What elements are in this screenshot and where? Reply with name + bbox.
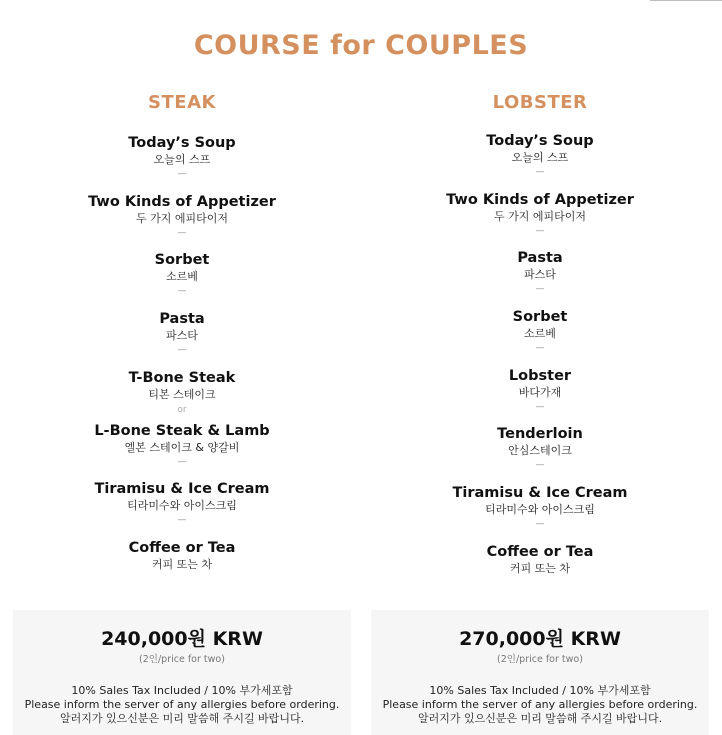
course-name: L-Bone Steak & Lamb xyxy=(94,422,270,439)
allergy-note: Please inform the server of any allergies before ordering. xyxy=(382,698,698,711)
course-item xyxy=(370,367,710,426)
course-separator: — xyxy=(535,167,545,177)
course-item xyxy=(370,249,710,308)
or-label: or xyxy=(177,404,187,415)
course-item xyxy=(12,310,352,369)
course-item xyxy=(12,480,352,539)
allergy-note-korean: 알러지가 있으신분은 미리 말씀해 주시길 바랍니다. xyxy=(417,712,663,725)
course-item xyxy=(370,308,710,367)
price-for-two: (2인/price for two) xyxy=(139,654,225,665)
course-name: Lobster xyxy=(508,367,572,384)
course-separator: — xyxy=(535,225,545,236)
course-separator: — xyxy=(535,460,545,471)
course-separator: — xyxy=(535,284,545,295)
course-separator: — xyxy=(177,227,187,238)
course-name: Two Kinds of Appetizer xyxy=(446,191,634,208)
course-item xyxy=(12,251,352,310)
course-name-korean: 소르베 xyxy=(524,327,556,341)
course-item xyxy=(370,484,710,543)
lobster-course-list xyxy=(370,132,710,602)
tax-note: 10% Sales Tax Included / 10% 부가세포함 xyxy=(429,684,651,697)
course-item xyxy=(370,543,710,602)
top-divider xyxy=(650,0,722,1)
course-name-korean: 안심스테이크 xyxy=(508,444,572,458)
course-name-korean: 파스타 xyxy=(524,268,556,282)
price-for-two: (2인/price for two) xyxy=(497,654,583,665)
allergy-note: Please inform the server of any allergies before ordering. xyxy=(24,698,340,711)
course-separator: — xyxy=(535,519,545,530)
course-name-korean: 두 가지 에피타이저 xyxy=(493,209,586,223)
steak-price-panel xyxy=(13,610,351,735)
course-name: Pasta xyxy=(159,311,205,328)
course-item xyxy=(12,539,352,598)
course-item xyxy=(12,422,352,481)
course-name-korean: 오늘의 스프 xyxy=(153,153,211,166)
course-name-korean: 티라미수와 아이스크림 xyxy=(127,499,237,513)
course-item xyxy=(370,132,710,191)
course-name-korean: 오늘의 스프 xyxy=(511,151,569,164)
course-separator: — xyxy=(177,515,187,526)
course-name: Tiramisu & Ice Cream xyxy=(452,485,628,502)
steak-title: STEAK xyxy=(148,92,216,113)
price: 240,000원 KRW xyxy=(101,628,263,650)
course-name-korean: 티본 스테이크 xyxy=(148,387,216,401)
course-name: T-Bone Steak xyxy=(128,369,236,386)
course-item xyxy=(370,425,710,484)
course-separator: — xyxy=(535,343,545,354)
course-name: Today’s Soup xyxy=(128,135,236,151)
page-title: COURSE for COUPLES xyxy=(193,30,529,61)
allergy-note-korean: 알러지가 있으신분은 미리 말씀해 주시길 바랍니다. xyxy=(59,712,305,725)
course-item xyxy=(12,193,352,252)
course-name: Pasta xyxy=(517,250,563,267)
course-name: Two Kinds of Appetizer xyxy=(88,193,276,210)
course-name: Coffee or Tea xyxy=(486,543,594,560)
course-item xyxy=(370,191,710,250)
course-name-korean: 엘본 스테이크 & 양갈비 xyxy=(124,440,240,454)
course-name-korean: 티라미수와 아이스크림 xyxy=(485,503,595,517)
course-name: Today’s Soup xyxy=(486,133,594,149)
course-item xyxy=(12,134,352,193)
price: 270,000원 KRW xyxy=(459,628,621,650)
course-name-korean: 파스타 xyxy=(166,329,198,343)
course-separator: — xyxy=(177,345,187,356)
course-name-korean: 바다가재 xyxy=(518,385,562,399)
course-name-korean: 두 가지 에피타이저 xyxy=(135,211,228,225)
course-separator: — xyxy=(177,286,187,297)
price-notes xyxy=(13,684,351,726)
course-separator: — xyxy=(177,456,187,467)
course-name: Tenderloin xyxy=(497,426,583,443)
course-name-korean: 커피 또는 차 xyxy=(509,561,571,575)
course-separator: — xyxy=(535,401,545,412)
lobster-price-panel xyxy=(371,610,709,735)
lobster-title: LOBSTER xyxy=(492,92,588,113)
course-name: Sorbet xyxy=(512,309,568,326)
course-name: Tiramisu & Ice Cream xyxy=(94,481,270,498)
course-name-korean: 소르베 xyxy=(166,270,198,284)
tax-note: 10% Sales Tax Included / 10% 부가세포함 xyxy=(71,684,293,697)
steak-course-list xyxy=(12,134,352,598)
course-name: Sorbet xyxy=(154,252,210,269)
course-item xyxy=(12,369,352,422)
price-notes xyxy=(371,684,709,726)
course-name-korean: 커피 또는 차 xyxy=(151,558,213,572)
course-separator: — xyxy=(177,169,187,179)
course-name: Coffee or Tea xyxy=(128,540,236,557)
